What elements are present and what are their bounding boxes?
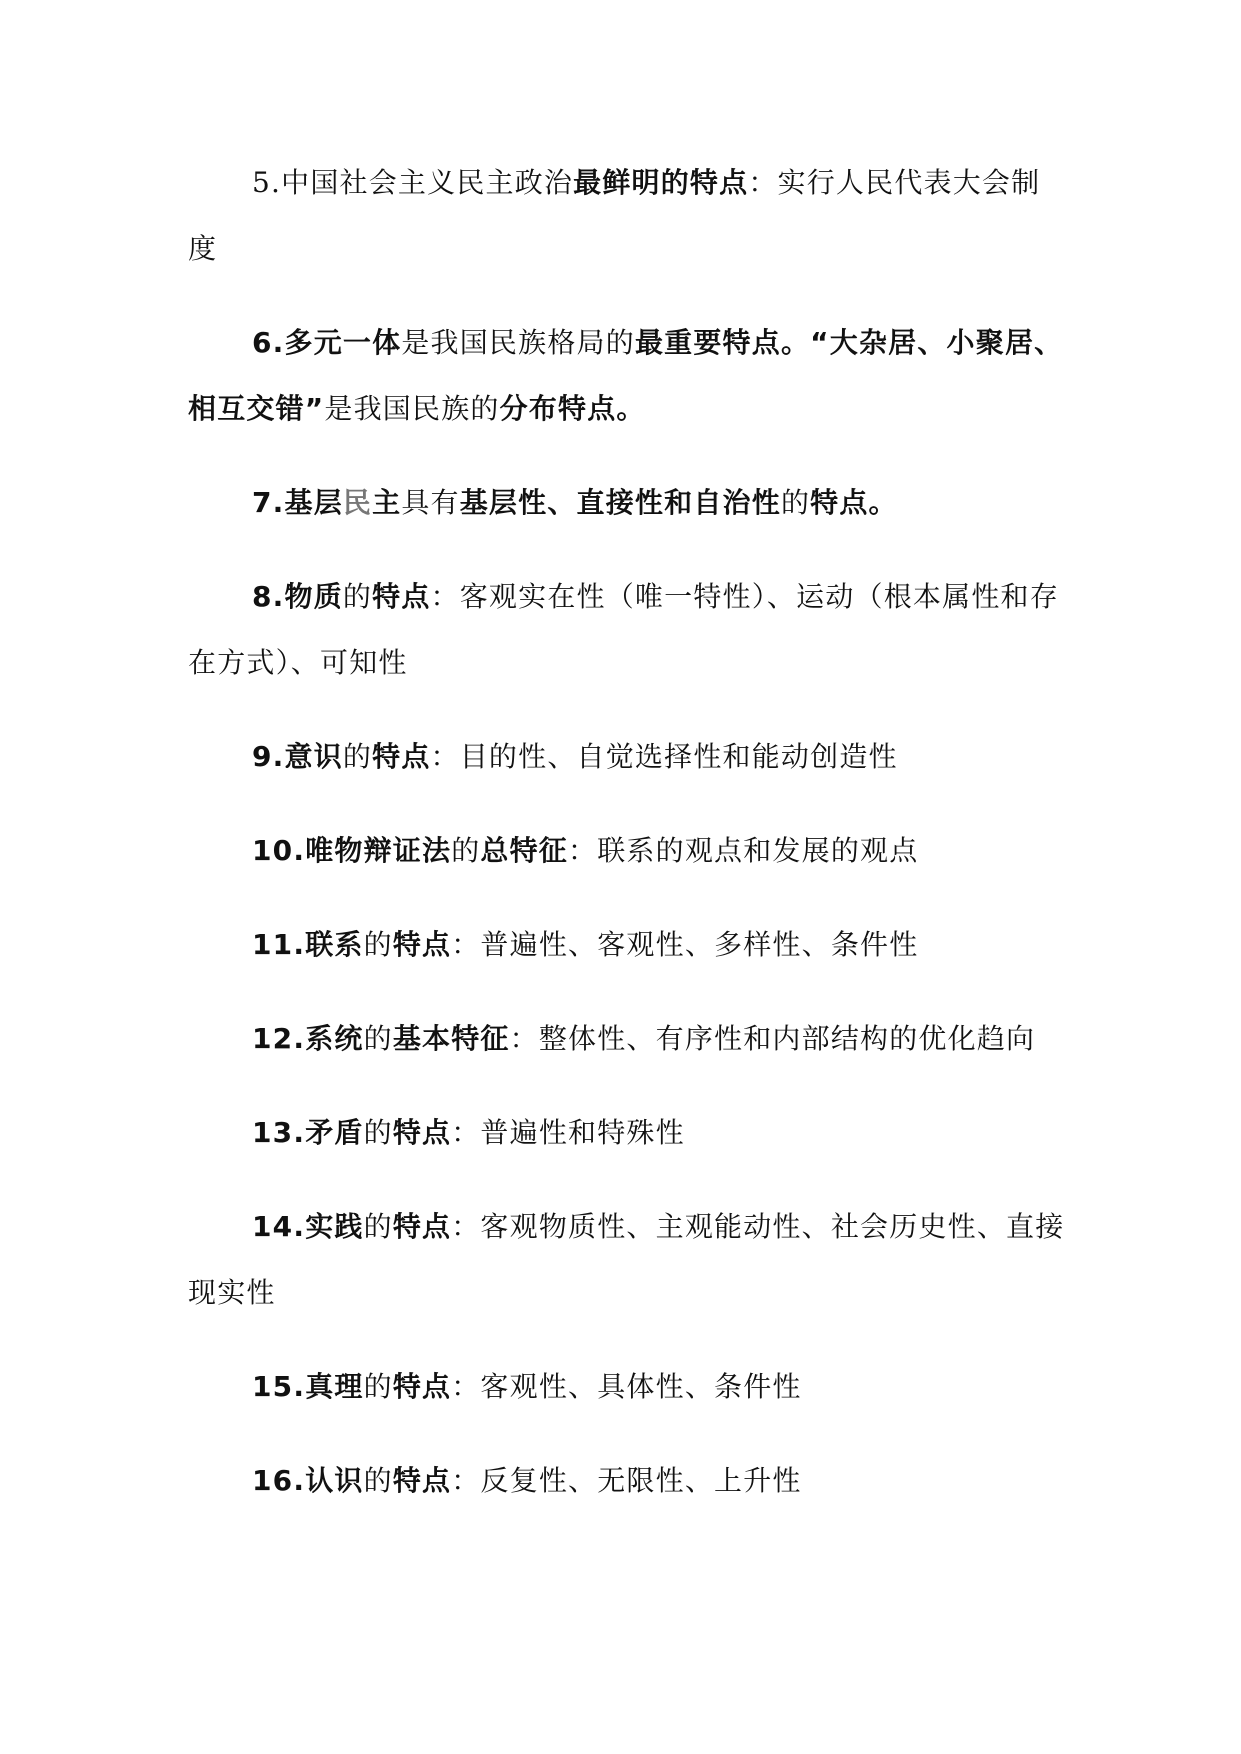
- item-11-seg-1: 的: [363, 928, 393, 961]
- item-6-seg-4: 分布特点。: [499, 392, 646, 425]
- item-5-seg-2: ：实行人民代表大会制度: [188, 166, 1041, 265]
- item-11: [188, 912, 1068, 978]
- item-12-seg-2: 基本特征: [392, 1022, 510, 1055]
- item-10-seg-0: 10.唯物辩证法: [252, 834, 452, 867]
- item-15: [188, 1354, 1068, 1420]
- item-11-seg-0: 11.联系: [252, 928, 364, 961]
- item-5-seg-1: 最鲜明的特点: [573, 166, 749, 199]
- item-7-seg-1: 民: [342, 486, 373, 519]
- item-10-seg-2: 总特征: [480, 834, 569, 867]
- item-16-seg-2: 特点: [392, 1464, 452, 1497]
- item-5-seg-0: 5.中国社会主义民主政治: [252, 166, 574, 199]
- item-15-seg-2: 特点: [392, 1370, 452, 1403]
- item-14: [188, 1194, 1068, 1326]
- item-13-seg-1: 的: [363, 1116, 393, 1149]
- item-14-seg-0: 14.实践: [252, 1210, 364, 1243]
- item-8-seg-0: 8.物质: [252, 580, 343, 613]
- item-7-seg-5: 的: [780, 486, 811, 519]
- item-7: [188, 470, 1068, 536]
- item-6-seg-1: 是我国民族格局的: [401, 326, 635, 359]
- item-16-seg-0: 16.认识: [252, 1464, 364, 1497]
- item-10-seg-3: ：联系的观点和发展的观点: [568, 834, 919, 867]
- item-11-seg-3: ：普遍性、客观性、多样性、条件性: [451, 928, 919, 961]
- item-9-seg-0: 9.意识: [252, 740, 343, 773]
- item-16-seg-3: ：反复性、无限性、上升性: [451, 1464, 802, 1497]
- item-12-seg-1: 的: [363, 1022, 393, 1055]
- item-10: [188, 818, 1068, 884]
- item-15-seg-3: ：客观性、具体性、条件性: [451, 1370, 802, 1403]
- item-9: [188, 724, 1068, 790]
- item-6-seg-0: 6.多元一体: [252, 326, 402, 359]
- item-14-seg-2: 特点: [392, 1210, 452, 1243]
- item-6: [188, 310, 1068, 442]
- item-14-seg-1: 的: [363, 1210, 393, 1243]
- item-10-seg-1: 的: [451, 834, 481, 867]
- item-13-seg-0: 13.矛盾: [252, 1116, 364, 1149]
- item-12-seg-0: 12.系统: [252, 1022, 364, 1055]
- item-11-seg-2: 特点: [392, 928, 452, 961]
- item-9-seg-2: 特点: [372, 740, 431, 773]
- item-8-seg-3: ：客观实在性（唯一特性）、运动（根本属性和存在方式）、可知性: [188, 580, 1059, 679]
- item-9-seg-3: ：目的性、自觉选择性和能动创造性: [430, 740, 898, 773]
- item-16-seg-1: 的: [363, 1464, 393, 1497]
- item-7-seg-0: 7.基层: [252, 486, 343, 519]
- item-14-seg-3: ：客观物质性、主观能动性、社会历史性、直接现实性: [188, 1210, 1065, 1309]
- document-body: [188, 150, 1068, 1542]
- item-16: [188, 1448, 1068, 1514]
- item-6-seg-3: 是我国民族的: [324, 392, 500, 425]
- item-7-seg-3: 具有: [401, 486, 460, 519]
- item-9-seg-1: 的: [342, 740, 373, 773]
- item-12-seg-3: ：整体性、有序性和内部结构的优化趋向: [509, 1022, 1036, 1055]
- item-15-seg-0: 15.真理: [252, 1370, 364, 1403]
- item-6-seg-2: 最重要特点。“大杂居、小聚居、相互交错”: [188, 326, 1064, 425]
- item-8: [188, 564, 1068, 696]
- item-7-seg-2: 主: [372, 486, 402, 519]
- item-7-seg-6: 特点。: [810, 486, 898, 519]
- item-8-seg-1: 的: [342, 580, 373, 613]
- item-5: [188, 150, 1068, 282]
- item-8-seg-2: 特点: [372, 580, 431, 613]
- item-12: [188, 1006, 1068, 1072]
- item-7-seg-4: 基层性、直接性和自治性: [459, 486, 781, 519]
- item-13-seg-3: ：普遍性和特殊性: [451, 1116, 685, 1149]
- item-15-seg-1: 的: [363, 1370, 393, 1403]
- item-13-seg-2: 特点: [392, 1116, 452, 1149]
- item-13: [188, 1100, 1068, 1166]
